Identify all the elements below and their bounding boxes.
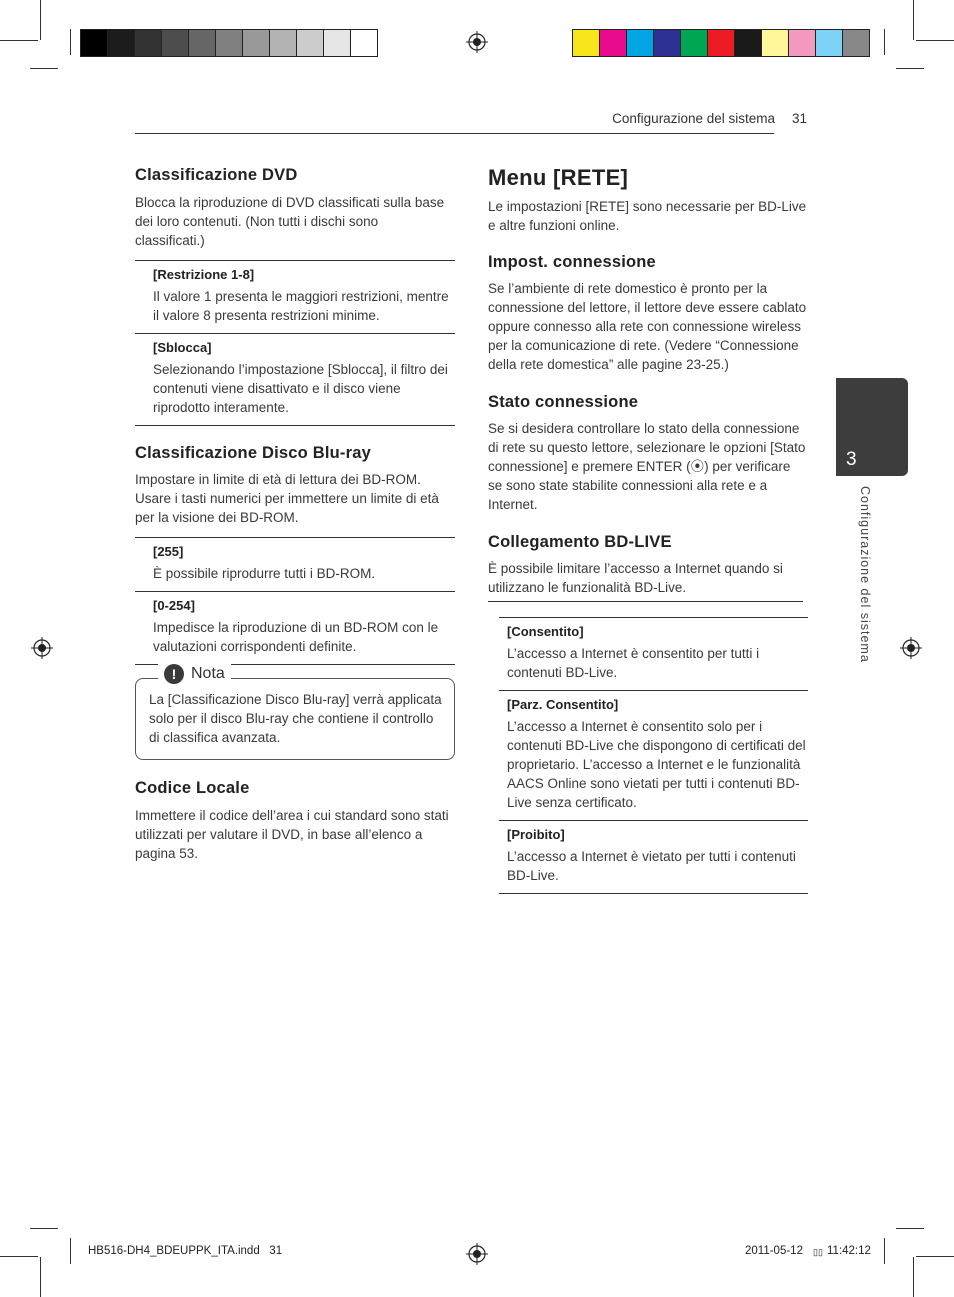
footer-file: HB516-DH4_BDEUPPK_ITA.indd 31: [88, 1245, 283, 1257]
calibration-swatch: [189, 30, 216, 56]
calibration-swatch: [573, 30, 600, 56]
option-desc: L’accesso a Internet è consentito solo per i contenuti BD-Live che dispongono di certificati del proprietario. L’accesso a Internet e le funzionalità AACS Online sono vietati per tutti i contenuti BD-Live senza certificato.: [507, 719, 806, 810]
locale-section: [135, 779, 457, 863]
option-title: [Consentito]: [507, 624, 584, 639]
calibration-swatch: [843, 30, 869, 56]
note-header: [158, 664, 231, 684]
option-title: [255]: [153, 544, 184, 559]
bdlive-options-table: [499, 617, 808, 894]
calibration-swatch: [708, 30, 735, 56]
calibration-swatch: [243, 30, 270, 56]
header-rule: [135, 133, 774, 134]
option-title: [Sblocca]: [153, 340, 212, 355]
crop-mark: [30, 1228, 58, 1229]
footer-time: 11:42:12: [827, 1245, 871, 1257]
registration-mark-icon: [466, 1243, 488, 1265]
option-desc: Impedisce la riproduzione di un BD-ROM con le valutazioni corrispondenti definite.: [153, 620, 439, 654]
calibration-swatch: [216, 30, 243, 56]
dvd-intro: Blocca la riproduzione di DVD classificati sulla base dei loro contenuti. (Non tutti i dischi sono classificati.): [135, 195, 445, 248]
crop-mark: [884, 1238, 885, 1264]
chapter-number: 3: [846, 449, 857, 470]
enter-button-icon: ⦿: [690, 459, 705, 474]
crop-mark: [70, 1238, 71, 1264]
bluray-intro: Impostare in limite di età di lettura dei BD-ROM. Usare i tasti numerici per immettere un limite di età per la visione dei BD-ROM.: [135, 472, 439, 525]
crop-mark: [916, 40, 954, 41]
calibration-swatch: [108, 30, 135, 56]
option-title: [Restrizione 1-8]: [153, 267, 255, 282]
calibration-swatch: [681, 30, 708, 56]
menu-intro: Le impostazioni [RETE] sono necessarie per BD-Live e altre funzioni online.: [488, 199, 807, 233]
option-row: [499, 820, 808, 893]
note-title: Nota: [191, 665, 225, 682]
crop-mark: [70, 29, 71, 55]
registration-mark-icon: [31, 637, 53, 659]
registration-mark-icon: [466, 31, 488, 53]
crop-mark: [913, 0, 914, 40]
status-text: [488, 419, 808, 514]
footer-time-marker: ▯▯: [813, 1247, 823, 1257]
crop-mark: [0, 40, 38, 41]
option-row: [135, 333, 455, 425]
footer-date: 2011-05-12: [745, 1245, 803, 1257]
calibration-swatch: [789, 30, 816, 56]
crop-mark: [913, 1257, 914, 1297]
option-desc: Selezionando l’impostazione [Sblocca], il filtro dei contenuti viene disattivato e il disco viene riprodotto interamente.: [153, 362, 448, 415]
section-title-status: Stato connessione: [488, 393, 639, 411]
registration-mark-icon: [900, 637, 922, 659]
option-row: [135, 261, 455, 333]
option-row: [135, 538, 455, 591]
option-row: [135, 591, 455, 664]
crop-mark: [896, 68, 924, 69]
calibration-swatch: [627, 30, 654, 56]
calibration-swatch: [816, 30, 843, 56]
calibration-swatch: [600, 30, 627, 56]
calibration-swatch: [654, 30, 681, 56]
calibration-swatch: [297, 30, 324, 56]
crop-mark: [884, 29, 885, 55]
option-desc: L’accesso a Internet è consentito per tutti i contenuti BD-Live.: [507, 646, 760, 680]
option-row: [499, 690, 808, 820]
crop-mark: [0, 1256, 38, 1257]
dvd-options-table: [135, 260, 455, 426]
option-row: [499, 618, 808, 690]
option-desc: Il valore 1 presenta le maggiori restrizioni, mentre il valore 8 presenta restrizioni minime.: [153, 289, 449, 323]
running-head: Configurazione del sistema: [612, 111, 775, 126]
crop-mark: [896, 1228, 924, 1229]
right-column: [488, 165, 808, 894]
section-title-bdlive: Collegamento BD-LIVE: [488, 533, 672, 551]
option-desc: È possibile riprodurre tutti i BD-ROM.: [153, 566, 376, 581]
calibration-swatch: [270, 30, 297, 56]
bdlive-intro: È possibile limitare l’accesso a Internet quando si utilizzano le funzionalità BD-Live.: [488, 559, 803, 602]
option-title: [0-254]: [153, 598, 195, 613]
calibration-swatch: [162, 30, 189, 56]
crop-mark: [916, 1256, 954, 1257]
calibration-swatch: [135, 30, 162, 56]
section-title-locale: Codice Locale: [135, 779, 250, 797]
grayscale-calibration-bar: [80, 29, 378, 57]
page-number: 31: [792, 111, 808, 126]
note-text: La [Classificazione Disco Blu-ray] verrà applicata solo per il disco Blu-ray che contiene il controllo di classifica avanzata.: [149, 692, 442, 745]
crop-mark: [40, 0, 41, 40]
connection-text: Se l’ambiente di rete domestico è pronto per la connessione del lettore, il lettore deve essere cablato oppure connesso alla rete con connessione wireless per la comunicazione di rete. (Vedere “Connessione della rete domestica” alle pagine 23-25.): [488, 281, 807, 372]
bluray-options-table: [135, 537, 455, 665]
section-title-bluray: Classificazione Disco Blu-ray: [135, 444, 371, 462]
section-title-dvd: Classificazione DVD: [135, 166, 298, 184]
color-calibration-bar: [572, 29, 870, 57]
crop-mark: [40, 1257, 41, 1297]
status-text-after: ) per verificare se sono state stabilite connessioni alla rete e a Internet.: [488, 459, 791, 512]
calibration-swatch: [351, 30, 377, 56]
option-title: [Proibito]: [507, 827, 565, 842]
crop-mark: [30, 68, 58, 69]
calibration-swatch: [762, 30, 789, 56]
option-desc: L’accesso a Internet è vietato per tutti i contenuti BD-Live.: [507, 849, 796, 883]
note-box: [135, 678, 455, 760]
left-column: [135, 166, 455, 665]
section-title-connection: Impost. connessione: [488, 253, 656, 271]
option-title: [Parz. Consentito]: [507, 697, 619, 712]
chapter-label: Configurazione del sistema: [858, 486, 872, 663]
menu-title: Menu [RETE]: [488, 165, 629, 190]
calibration-swatch: [81, 30, 108, 56]
locale-text: Immettere il codice dell’area i cui standard sono stati utilizzati per valutare il DVD, in base all’elenco a pagina 53.: [135, 808, 449, 861]
exclamation-icon: !: [164, 664, 184, 684]
calibration-swatch: [324, 30, 351, 56]
status-text-before: Se si desidera controllare lo stato della connessione di rete su questo lettore, selezionare le opzioni [Stato connessione] e premere ENTER (: [488, 421, 806, 474]
calibration-swatch: [735, 30, 762, 56]
